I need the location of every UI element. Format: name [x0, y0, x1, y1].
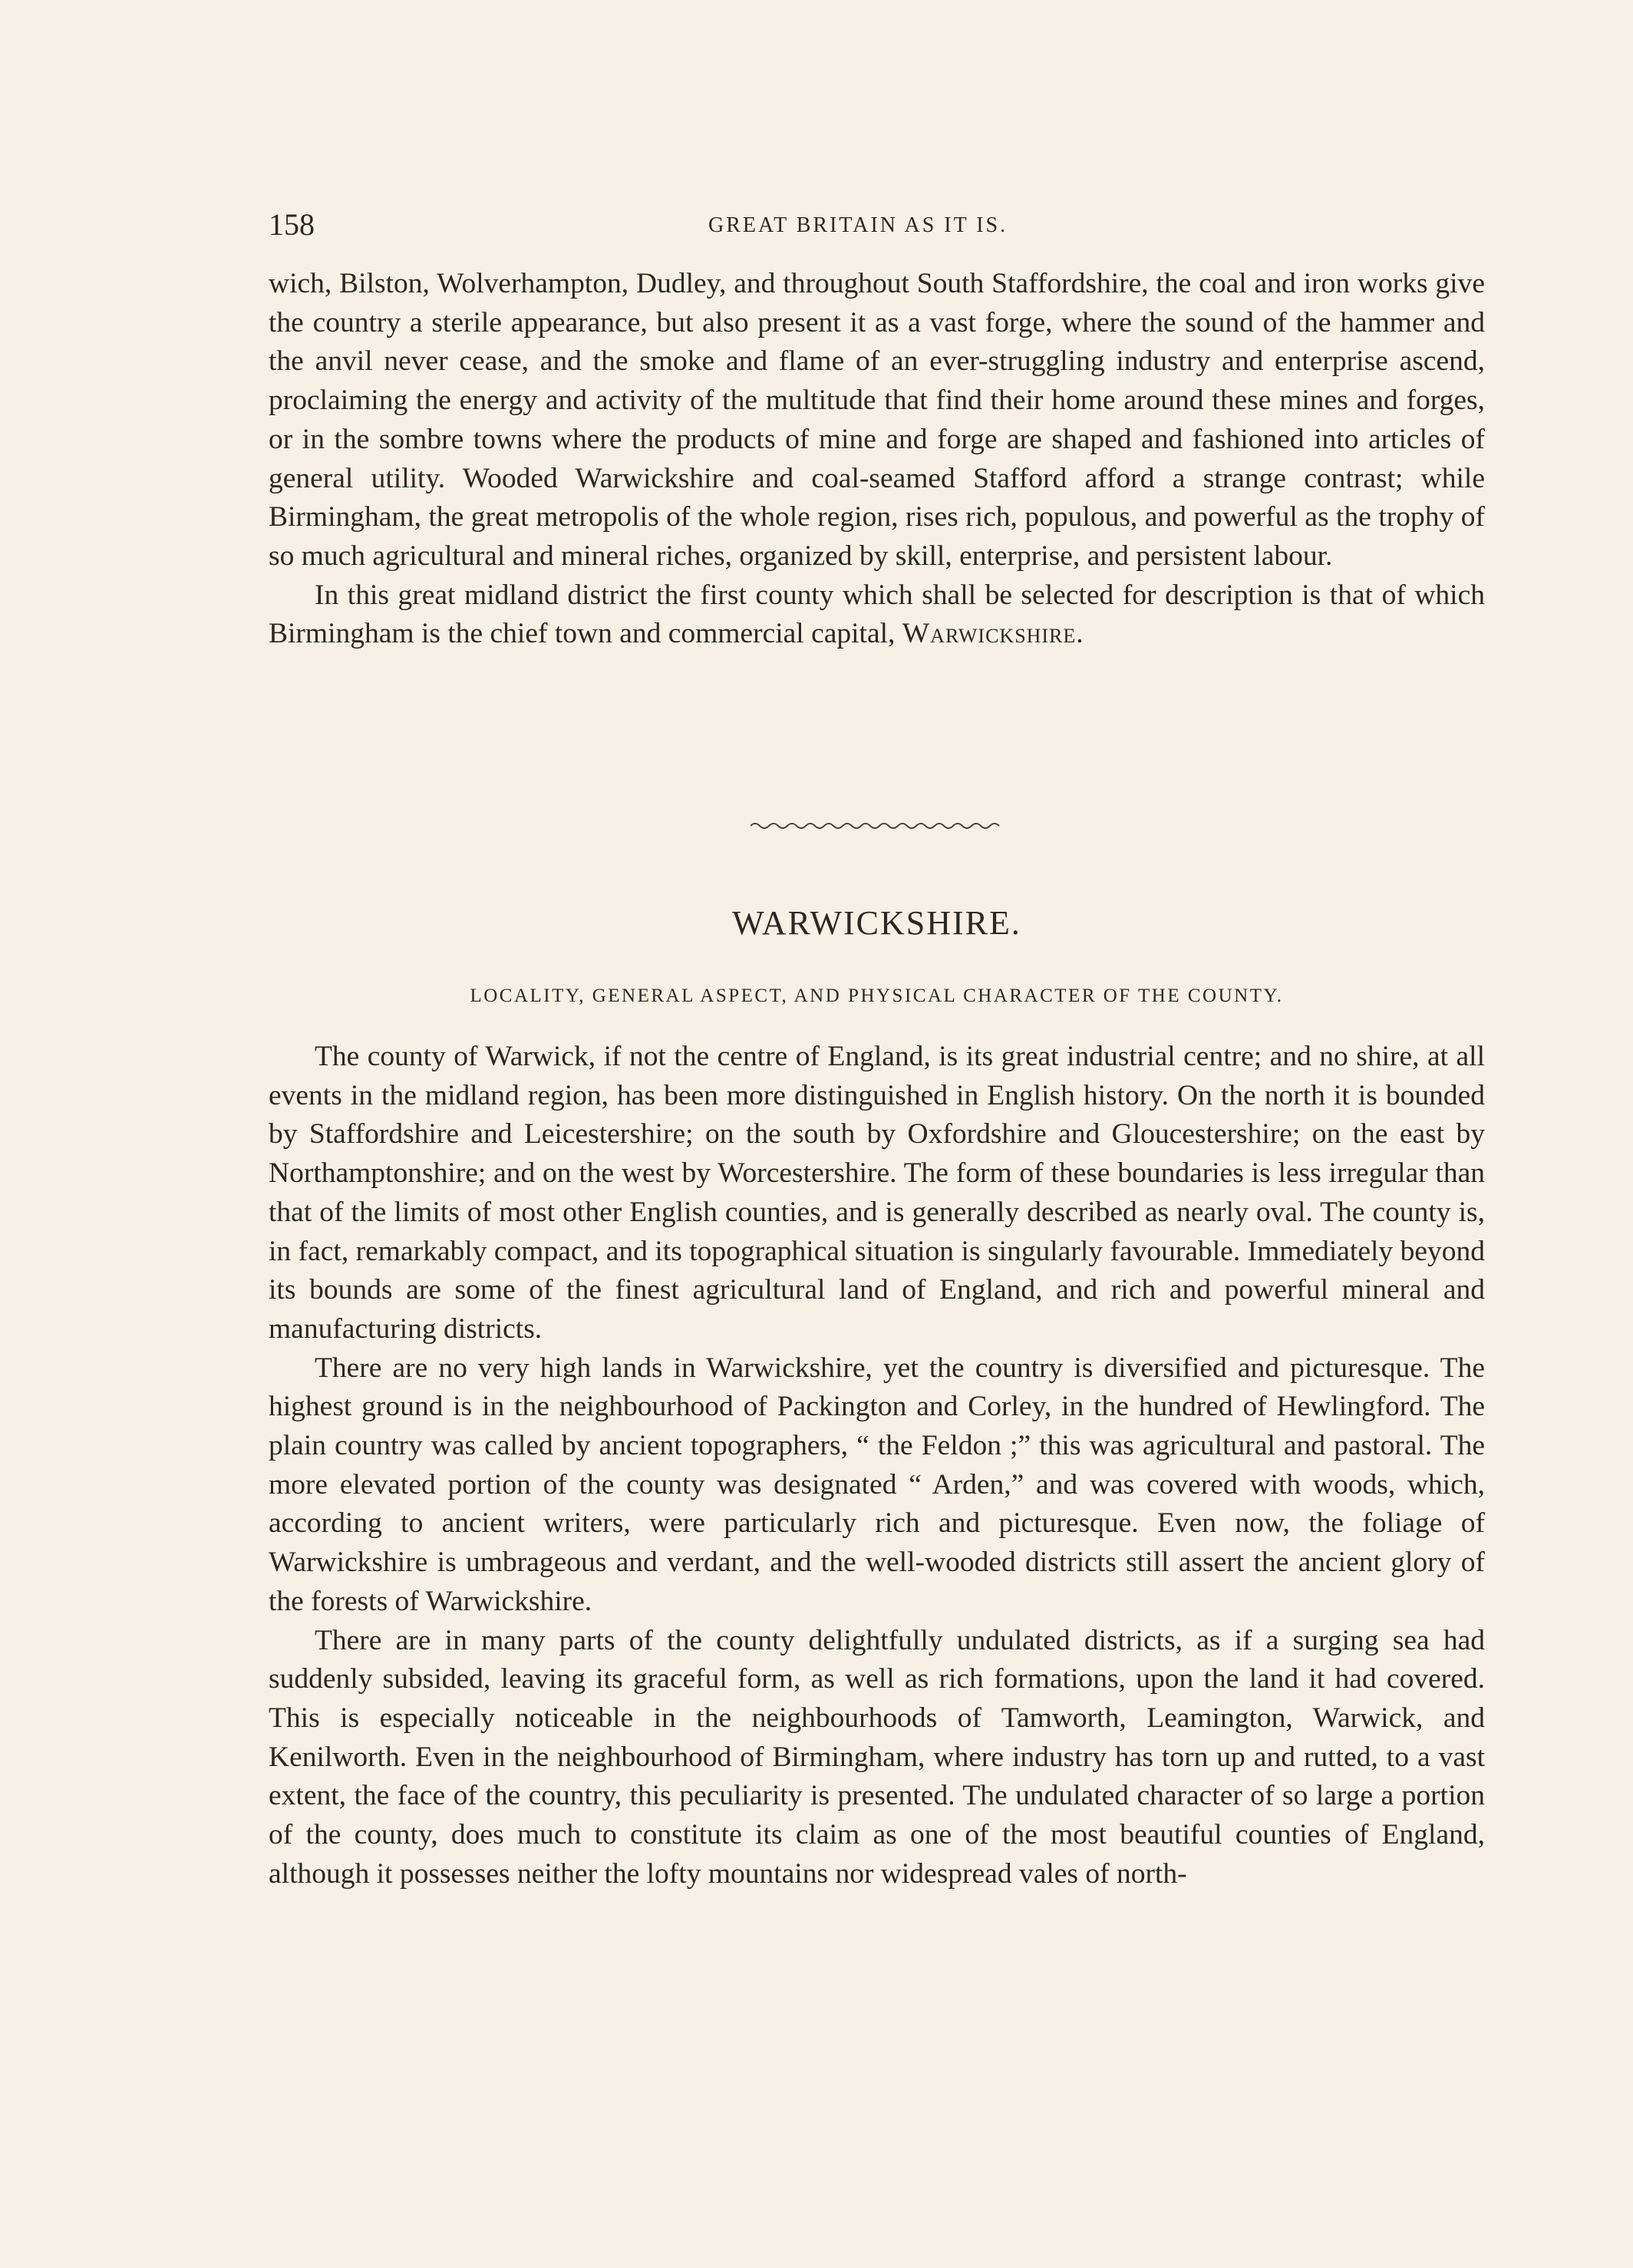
paragraph-2: There are no very high lands in Warwickshire, yet the country is diversified and picturesque. The highest ground is in the neighbourhood of Packington and Corley, in the hundred of Hewlingford. The plain country was called by ancient topographers, “ the Feldon ;” this was agricultural and pastoral. The more elevated portion of the county was designated “ Arden,” and was covered with woods, which, according to ancient writers, were particularly rich and picturesque. Even now, the foliage of Warwickshire is umbrageous and verdant, and the well-wooded districts still assert the ancient glory of the forests of Warwickshire. [269, 1352, 1485, 1617]
county-name-smallcaps: Warwickshire. [902, 618, 1084, 650]
paragraph-transition-text: In this great midland district the first county which shall be selected for description is that of which Birmingham is the chief town and commercial capital, [269, 579, 1485, 650]
paragraph-3: There are in many parts of the county delightfully undulated districts, as if a surging sea had suddenly subsided, leaving its graceful form, as well as rich formations, upon the land it had covered. This is especially noticeable in the neighbourhoods of Tamworth, Leamington, Warwick, and Kenilworth. Even in the neighbourhood of Birmingham, where industry has torn up and rutted, to a vast extent, the face of the country, this peculiarity is presented. The undulated character of so large a portion of the county, does much to constitute its claim as one of the most beautiful counties of England, although it possesses neither the lofty mountains nor widespread vales of north- [269, 1624, 1485, 1890]
running-head [269, 206, 1485, 244]
wavy-rule-ornament [751, 818, 1004, 834]
section-subheading: LOCALITY, GENERAL ASPECT, AND PHYSICAL CHARACTER OF THE COUNTY. [470, 985, 1284, 1006]
section-body [269, 1038, 1485, 1893]
section-heading: WARWICKSHIRE. [732, 904, 1021, 942]
paragraph-transition [269, 576, 1485, 654]
paragraph-continued: wich, Bilston, Wolverhampton, Dudley, and throughout South Staffordshire, the coal and iron works give the country a sterile appearance, but also present it as a vast forge, where the sound of the hammer and the anvil never cease, and the smoke and flame of an ever-struggling industry and enterprise ascend, proclaiming the energy and activity of the multitude that find their home around these mines and forges, or in the sombre towns where the products of mine and forge are shaped and fashioned into articles of general utility. Wooded Warwickshire and coal-seamed Stafford afford a strange contrast; while Birmingham, the great metropolis of the whole region, rises rich, populous, and powerful as the trophy of so much agricultural and mineral riches, organized by skill, enterprise, and persistent labour. [269, 268, 1485, 572]
page-number: 158 [269, 207, 315, 242]
paragraph-1: The county of Warwick, if not the centre of England, is its great industrial centre; and no shire, at all events in the midland region, has been more distinguished in English history. On the north it is bounded by Staffordshire and Leicestershire; on the south by Oxfordshire and Gloucestershire; on the east by Northamptonshire; and on the west by Worcestershire. The form of these boundaries is less irregular than that of the limits of most other English counties, and is generally described as nearly oval. The county is, in fact, remarkably compact, and its topographical situation is singularly favourable. Immediately beyond its bounds are some of the finest agricultural land of England, and rich and powerful mineral and manufacturing districts. [269, 1041, 1485, 1345]
continued-text [269, 265, 1485, 654]
running-title: GREAT BRITAIN AS IT IS. [708, 213, 1008, 237]
